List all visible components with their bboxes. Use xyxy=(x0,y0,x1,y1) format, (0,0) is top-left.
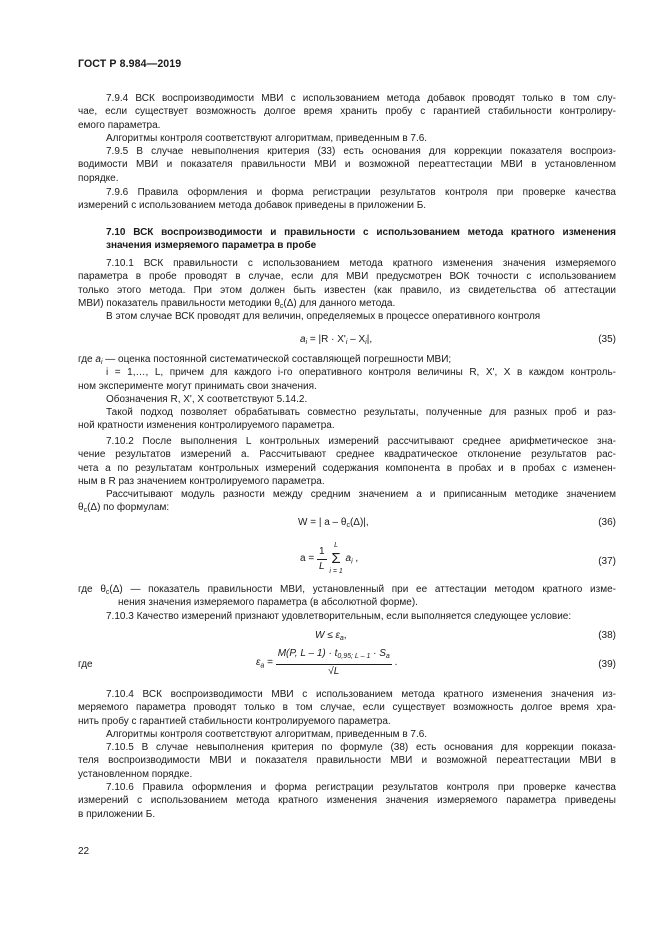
text-line: измерений с использованием метода кратного изменения значения измеряемого параметра приведены xyxy=(78,795,616,807)
equation-number-35: (35) xyxy=(598,334,616,345)
text-line: водимости МВИ и показателя правильности МВИ и возможной переаттестации МВИ в установленном xyxy=(78,159,616,171)
heading-line: значения измеряемого параметра в пробе xyxy=(106,240,317,252)
text-line: меряемого параметра проводят только в том случае, если существует возможность долгое время хра- xyxy=(78,702,616,714)
fraction: $\frac{M(P, L - 1) \cdot t_{0,95; L - 1} \cdot S_a}{√L}$ xyxy=(277,648,390,677)
page-number: 22 xyxy=(78,846,90,857)
paragraph-7-10-1 xyxy=(78,257,616,323)
paragraph-7-10-6 xyxy=(78,781,616,821)
text-line: 7.10.5 В случае невыполнения критерия по формуле (38) есть основания для коррекции показа- xyxy=(106,742,616,753)
paragraph-7-9-4 xyxy=(78,92,616,145)
sum-operator: L Σ i = 1 xyxy=(329,542,343,575)
text-line: 7.10.4 ВСК воспроизводимости МВИ с использованием метода кратного изменения значения из- xyxy=(106,689,616,700)
text-line: где $a_i$ — оценка постоянной систематической составляющей погрешности МВИ; xyxy=(78,354,452,366)
text-line: ной кратности изменения контролируемого параметра. xyxy=(78,420,335,432)
text-line: 7.10.6 Правила оформления и форма регистрации результатов контроля при проверке качества xyxy=(106,782,616,793)
standard-header: ГОСТ Р 8.984—2019 xyxy=(78,58,182,70)
text-line: теля воспроизводимости МВИ и показателя правильности МВИ и возможной переаттестации МВИ в xyxy=(78,755,616,767)
text-line: Такой подход позволяет обрабатывать совместно результаты, полученные для разных проб и раз- xyxy=(106,407,616,419)
text-line: 7.9.4 ВСК воспроизводимости МВИ с использованием метода добавок проводят только в том слу- xyxy=(106,93,616,104)
paragraph-7-10-2 xyxy=(78,435,616,515)
text-line: Алгоритмы контроля соответствуют алгоритмам, приведенным в 7.6. xyxy=(106,728,428,740)
text-line: емого параметра. xyxy=(78,119,161,131)
formula-39: $\varepsilon_a$ = $\frac{M(P, L - 1) \cdot t_{0,95; L - 1} \cdot S_a}{√L}$ . xyxy=(256,648,398,677)
text-line: 7.10.3 Качество измерений признают удовлетворительным, если выполняется следующее условие: xyxy=(106,610,572,622)
text-line: i = 1,…, L, причем для каждого i-го оперативного контроля величины R, X', X в каждом контроль- xyxy=(106,367,616,379)
text-line: порядке. xyxy=(78,172,119,184)
text-line: 7.10.1 ВСК правильности с использованием метода кратного изменения значения измеряемого xyxy=(106,258,616,269)
definitions-35 xyxy=(78,353,616,433)
text-line: Рассчитывают модуль разности между средним значением a и приписанным методике значением xyxy=(106,489,616,501)
definitions-37 xyxy=(78,583,616,623)
formula-38: $W \le \varepsilon_a$, xyxy=(315,630,347,642)
text-line: МВИ) показатель правильности методики $\theta_c(\Delta)$ для данного метода. xyxy=(78,297,396,310)
heading-line: 7.10 ВСК воспроизводимости и правильности с использованием метода кратного изменения xyxy=(106,227,616,238)
formula-37: a = $\frac{1}{L}$ L Σ i = 1 $a_i$ , xyxy=(300,540,358,578)
text-line: 7.9.6 Правила оформления и форма регистрации результатов контроля при проверке качества xyxy=(106,187,616,198)
text-line: 7.9.5 В случае невыполнения критерия (33) есть основания для коррекции показателя воспроиз- xyxy=(106,146,616,157)
text-line: чета a по результатам контрольных измерений содержания компонента в пробах и в пробах с изменен- xyxy=(78,462,616,474)
equation-number-38: (38) xyxy=(598,630,616,641)
paragraph-7-9-5 xyxy=(78,145,616,185)
text-line: параметра в пробе проводят в случае, если для МВИ предусмотрен ВОК точности с использованием xyxy=(78,271,616,283)
paragraph-7-10-5 xyxy=(78,741,616,781)
paragraph-7-9-6 xyxy=(78,186,616,213)
text-line: измерений с использованием метода добавок приведены в приложении Б. xyxy=(78,200,427,212)
text-line: чае, если существует возможность долгое время хранить пробу с гарантией стабильности контролиру- xyxy=(78,106,616,118)
formula-36: W = | a – $\theta_c(\Delta)|$, xyxy=(298,517,369,529)
text-line: $\theta_c(\Delta)$ по формулам: xyxy=(78,502,170,515)
text-line: Обозначения R, X', X соответствуют 5.14.2. xyxy=(106,393,308,405)
text-line: где $\theta_c(\Delta)$ — показатель правильности МВИ, установленный при ее аттестации методом кратного изме- xyxy=(78,584,616,596)
text-line: ным в R раз значением контролируемого параметра. xyxy=(78,475,325,487)
fraction: $\frac{1}{L}$ xyxy=(318,545,325,572)
equation-number-36: (36) xyxy=(598,517,616,528)
text-line: нения значения измеряемого параметра (в абсолютной форме). xyxy=(118,597,418,609)
where-label: где xyxy=(78,659,93,670)
text-line: 7.10.2 После выполнения L контрольных измерений рассчитывают среднее арифметическое зна- xyxy=(106,436,616,447)
paragraph-7-10-4 xyxy=(78,688,616,741)
text-line: ном эксперименте могут принимать свои значения. xyxy=(78,380,317,392)
equation-number-37: (37) xyxy=(598,556,616,567)
text-line: установленном порядке. xyxy=(78,768,193,780)
text-line: только этого метода. При этом должен быть известен (как правило, из свидетельства об аттестации xyxy=(78,284,616,296)
formula-35: $a_i = |R \cdot X'_i - X_i|$, xyxy=(300,334,373,346)
section-heading-7-10 xyxy=(78,226,616,253)
text-line: Алгоритмы контроля соответствуют алгоритмам, приведенным в 7.6. xyxy=(106,132,428,144)
text-line: чение результатов измерений a. Рассчитывают среднее квадратическое отклонение результатов рас- xyxy=(78,449,616,461)
text-line: В этом случае ВСК проводят для величин, определяемых в процессе оперативного контроля xyxy=(106,311,541,323)
equation-number-39: (39) xyxy=(598,659,616,670)
text-line: нить пробу с гарантией стабильности контролируемого параметра. xyxy=(78,715,391,727)
text-line: в приложении Б. xyxy=(78,808,156,820)
